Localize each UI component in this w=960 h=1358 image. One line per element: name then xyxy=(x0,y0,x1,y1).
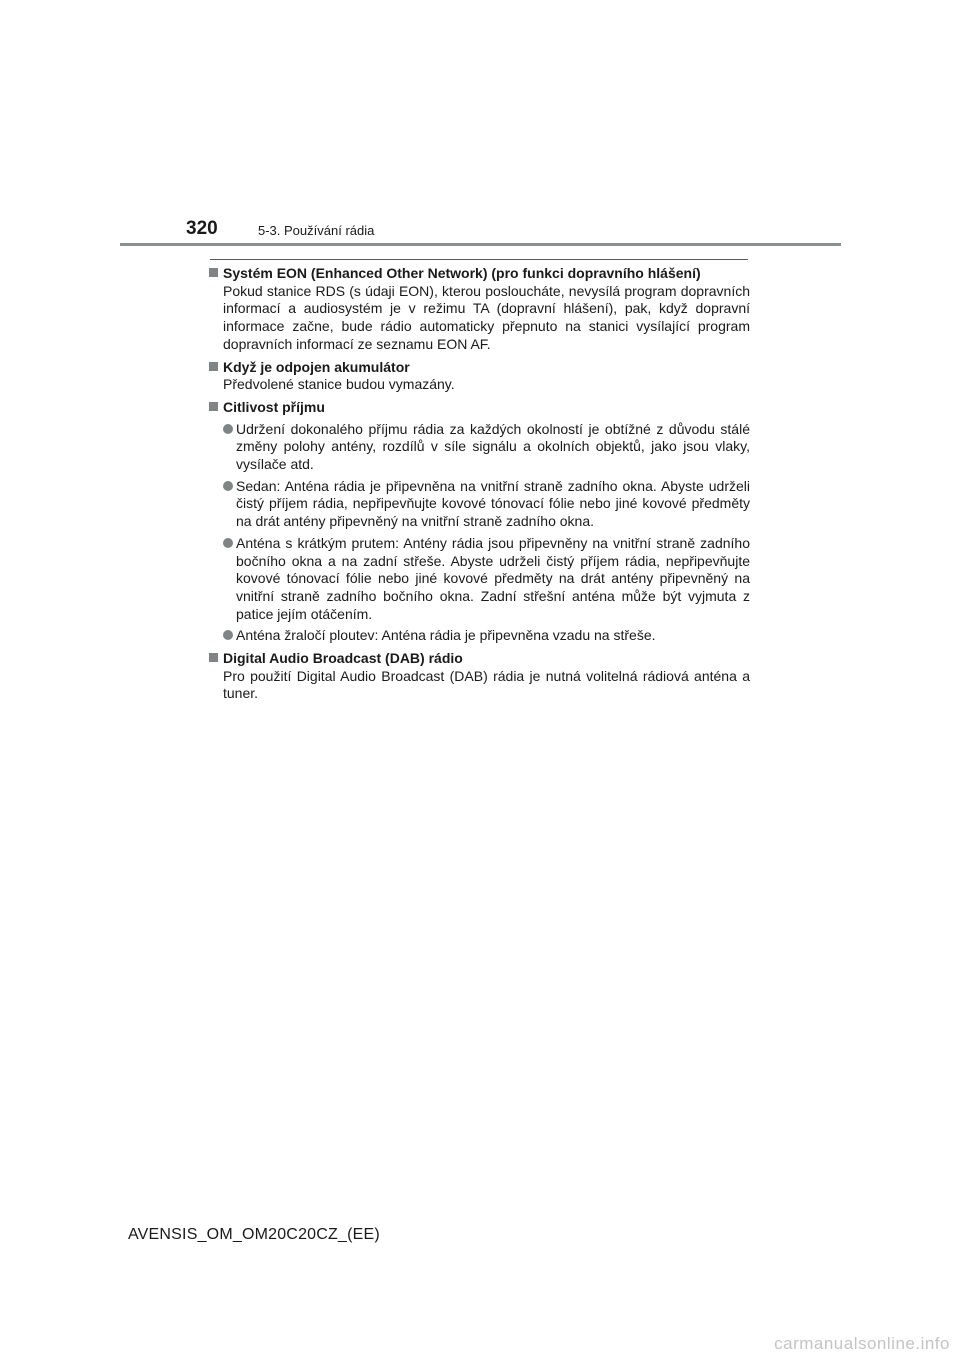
square-bullet-icon xyxy=(209,402,218,411)
square-bullet-icon xyxy=(209,268,218,277)
content xyxy=(209,265,750,708)
round-bullet-icon xyxy=(223,538,233,548)
round-bullet-icon xyxy=(223,481,233,491)
page-number: 320 xyxy=(186,218,218,239)
item-heading-row xyxy=(209,265,750,283)
item-heading-row xyxy=(209,359,750,377)
bullet-item xyxy=(209,421,750,474)
round-bullet-icon xyxy=(223,630,233,640)
section-title: 5-3. Používání rádia xyxy=(258,223,375,238)
bullet-text: Anténa s krátkým prutem: Antény rádia jsou připevněny na vnitřní straně zadního bočního okna a na zadní střeše. Abyste udrželi čistý příjem rádia, nepřipevňujte kovové tónovací fólie nebo jiné kovové předměty na drát antény připevněný na vnitřní straně zadního bočního okna. Zadní střešní anténa může být vyjmuta z patice jejím otáčením. xyxy=(236,534,750,622)
square-bullet-icon xyxy=(209,362,218,371)
item-heading: Citlivost příjmu xyxy=(223,398,325,415)
bullet-item xyxy=(209,627,750,645)
round-bullet-icon xyxy=(223,424,233,434)
document-code: AVENSIS_OM_OM20C20CZ_(EE) xyxy=(128,1226,380,1243)
bullet-text: Sedan: Anténa rádia je připevněna na vnitřní straně zadního okna. Abyste udrželi čistý příjem rádia, nepřipevňujte kovové tónovací fólie nebo jiné kovové předměty na drát antény připevněný na vnitřní straně zadního okna. xyxy=(236,477,750,530)
item-heading-row xyxy=(209,650,750,668)
info-item-dab xyxy=(209,650,750,703)
square-bullet-icon xyxy=(209,653,218,662)
bullet-item xyxy=(209,535,750,624)
item-heading: Systém EON (Enhanced Other Network) (pro funkci dopravního hlášení) xyxy=(223,265,701,281)
item-heading-row xyxy=(209,399,750,417)
item-heading: Digital Audio Broadcast (DAB) rádio xyxy=(223,650,463,667)
info-item-eon xyxy=(209,265,750,354)
bullet-text: Anténa žraločí ploutev: Anténa rádia je připevněna vzadu na střeše. xyxy=(236,627,656,644)
header-rule xyxy=(120,243,841,246)
item-text: Pro použití Digital Audio Broadcast (DAB) rádia je nutná volitelná rádiová anténa a tuner. xyxy=(223,667,750,702)
bullet-item xyxy=(209,478,750,531)
info-item-battery xyxy=(209,359,750,394)
bullet-text: Udržení dokonalého příjmu rádia za každých okolností je obtížné z důvodu stálé změny polohy antény, rozdílů v síle signálu a okolních objektů, jako jsou vlaky, vysílače atd. xyxy=(236,420,750,473)
item-heading: Když je odpojen akumulátor xyxy=(223,358,410,375)
info-item-reception xyxy=(209,399,750,645)
item-text: Předvolené stanice budou vymazány. xyxy=(223,376,455,393)
watermark[interactable]: carmanualsonline.info xyxy=(774,1334,950,1353)
item-text: Pokud stanice RDS (s údaji EON), kterou posloucháte, nevysílá program dopravních informací a audiosystém je v režimu TA (dopravní hlášení), pak, když dopravní informace začne, bude rádio automaticky přepnuto na stanici vysílající program dopravních informací ze seznamu EON AF. xyxy=(223,282,750,352)
content-top-rule xyxy=(210,259,748,260)
